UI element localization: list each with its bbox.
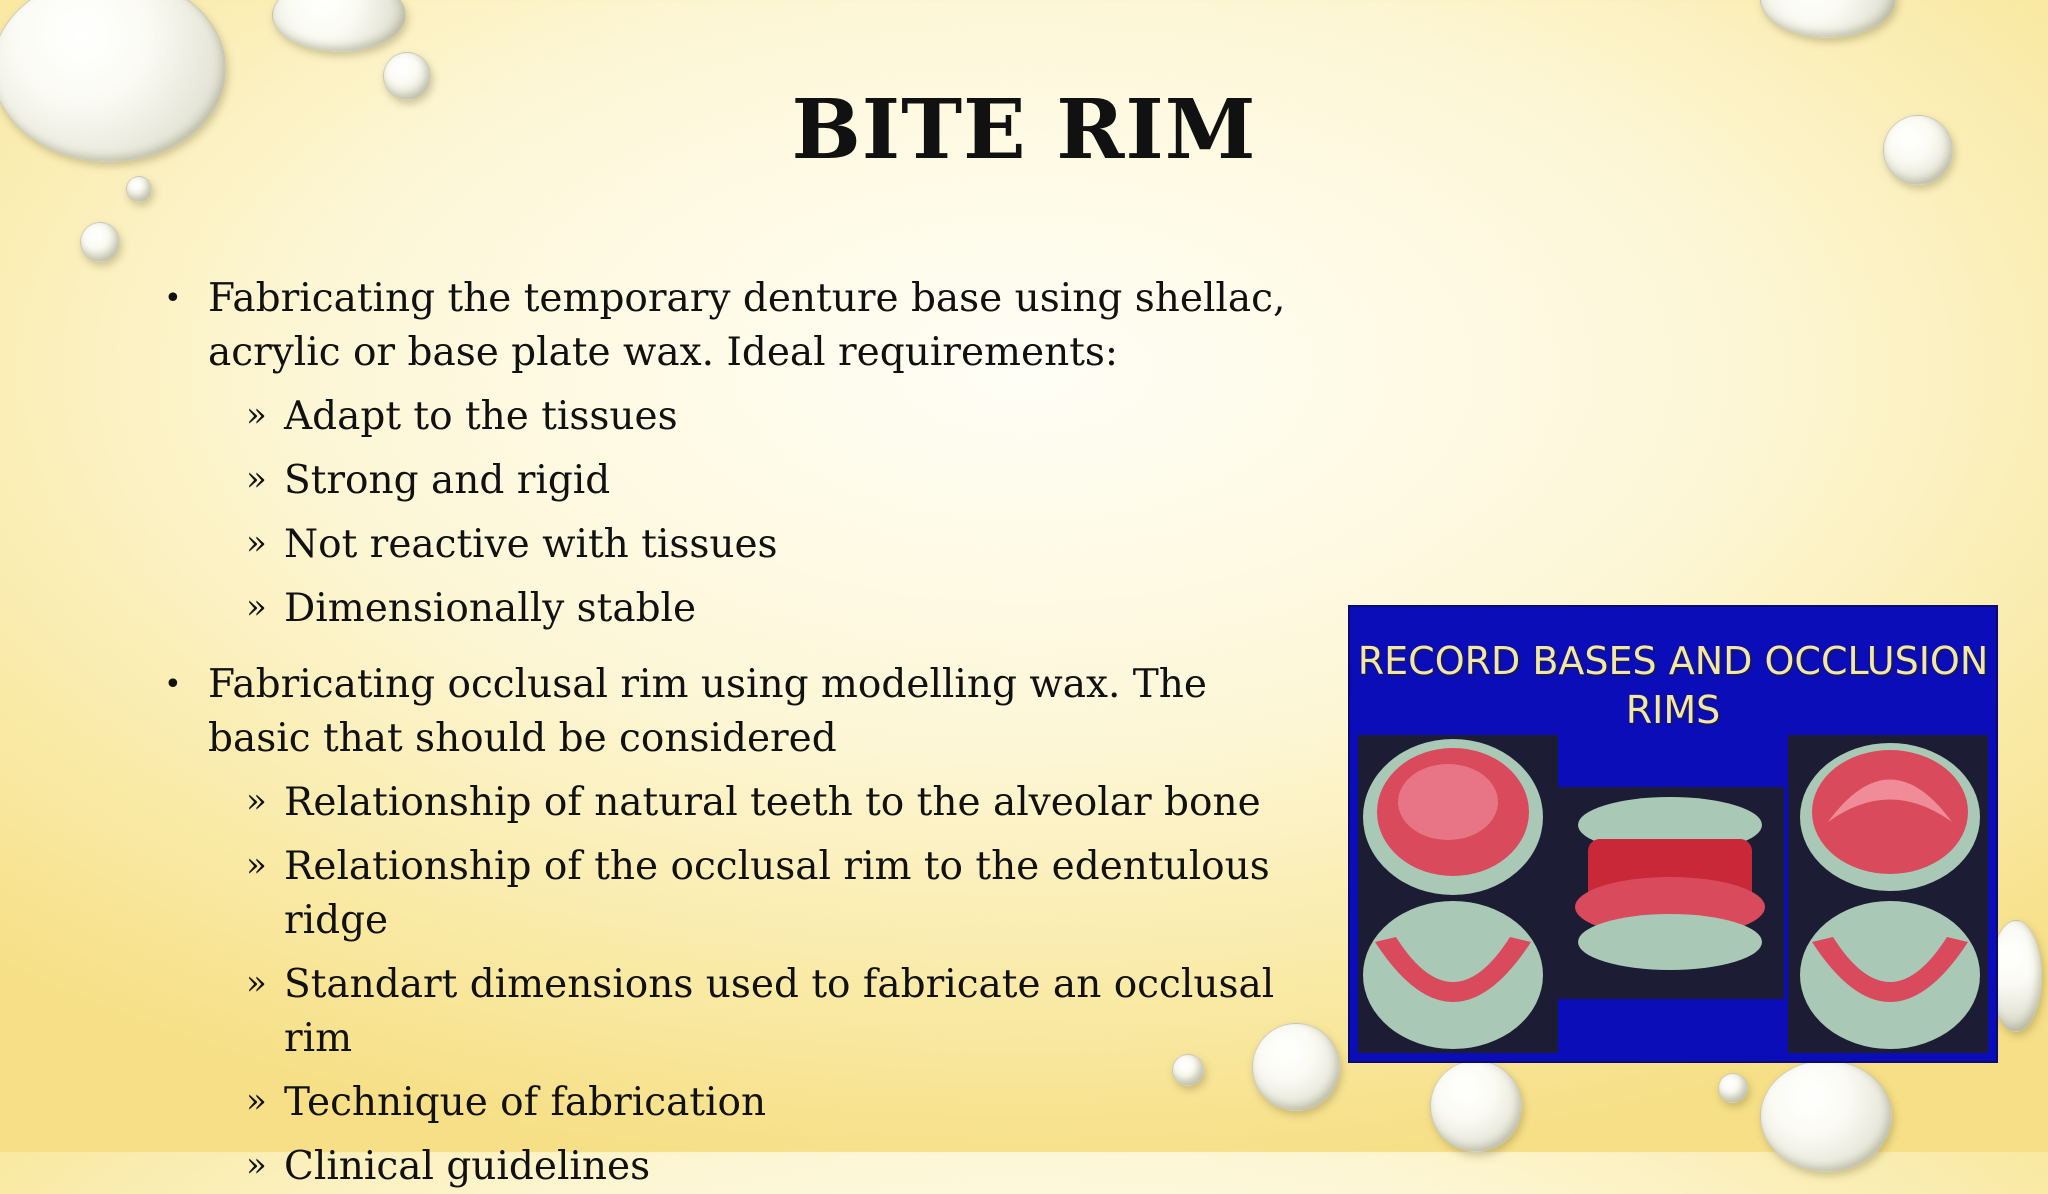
sub-bullet-marker: »	[246, 1081, 267, 1121]
lower-base-left	[1363, 901, 1543, 1049]
bullet-marker: •	[164, 667, 182, 702]
sub-bullet-marker: »	[246, 1145, 267, 1185]
sub-bullet-item	[160, 390, 1340, 444]
sub-bullet-text: Technique of fabrication	[284, 1080, 767, 1125]
record-bases-image	[1348, 605, 1998, 1063]
water-drop	[1760, 0, 1896, 38]
sub-bullet-item	[160, 454, 1340, 508]
sub-bullet-item	[160, 1140, 1340, 1194]
articulated-rims-center	[1575, 797, 1765, 970]
slide-body	[160, 272, 1340, 1194]
sub-bullet-item	[160, 776, 1340, 830]
water-drop	[1760, 1060, 1892, 1172]
bullet-text: Fabricating the temporary denture base using shellac, acrylic or base plate wax. Ideal requirements:	[208, 276, 1286, 375]
lower-base-right	[1800, 901, 1980, 1049]
sub-bullet-text: Relationship of natural teeth to the alveolar bone	[284, 780, 1261, 825]
sub-bullet-marker: »	[246, 587, 267, 627]
upper-base-left	[1363, 739, 1543, 895]
bullet-item	[160, 272, 1340, 380]
sub-bullet-marker: »	[246, 781, 267, 821]
water-drop	[80, 222, 120, 262]
water-drop	[1718, 1073, 1748, 1103]
sub-bullet-marker: »	[246, 845, 267, 885]
sub-bullet-item	[160, 582, 1340, 636]
sub-bullet-item	[160, 518, 1340, 572]
sub-bullet-text: Not reactive with tissues	[284, 522, 778, 567]
bullet-marker: •	[164, 281, 182, 316]
water-drop	[272, 0, 406, 52]
sub-bullet-item	[160, 840, 1340, 948]
upper-base-right	[1800, 743, 1980, 891]
sub-bullet-marker: »	[246, 459, 267, 499]
sub-bullet-text: Strong and rigid	[284, 458, 611, 503]
image-caption: RECORD BASES AND OCCLUSION RIMS	[1357, 639, 1989, 732]
slide-title: BITE RIM	[791, 82, 1257, 178]
sub-bullet-text: Dimensionally stable	[284, 586, 697, 631]
sub-bullet-item	[160, 1076, 1340, 1130]
sub-bullet-text: Standart dimensions used to fabricate an occlusal rim	[284, 962, 1275, 1061]
water-drop	[1430, 1060, 1522, 1152]
sub-bullet-text: Clinical guidelines	[284, 1144, 651, 1189]
sub-bullet-text: Relationship of the occlusal rim to the edentulous ridge	[284, 844, 1270, 943]
sub-bullet-marker: »	[246, 395, 267, 435]
sub-bullet-text: Adapt to the tissues	[284, 394, 678, 439]
denture-models-illustration	[1350, 607, 1996, 1061]
water-drop	[126, 176, 152, 202]
bullet-item	[160, 658, 1308, 766]
sub-bullet-marker: »	[246, 963, 267, 1003]
sub-bullet-item	[160, 958, 1340, 1066]
bullet-text: Fabricating occlusal rim using modelling wax. The basic that should be considered	[208, 662, 1207, 761]
sub-bullet-marker: »	[246, 523, 267, 563]
